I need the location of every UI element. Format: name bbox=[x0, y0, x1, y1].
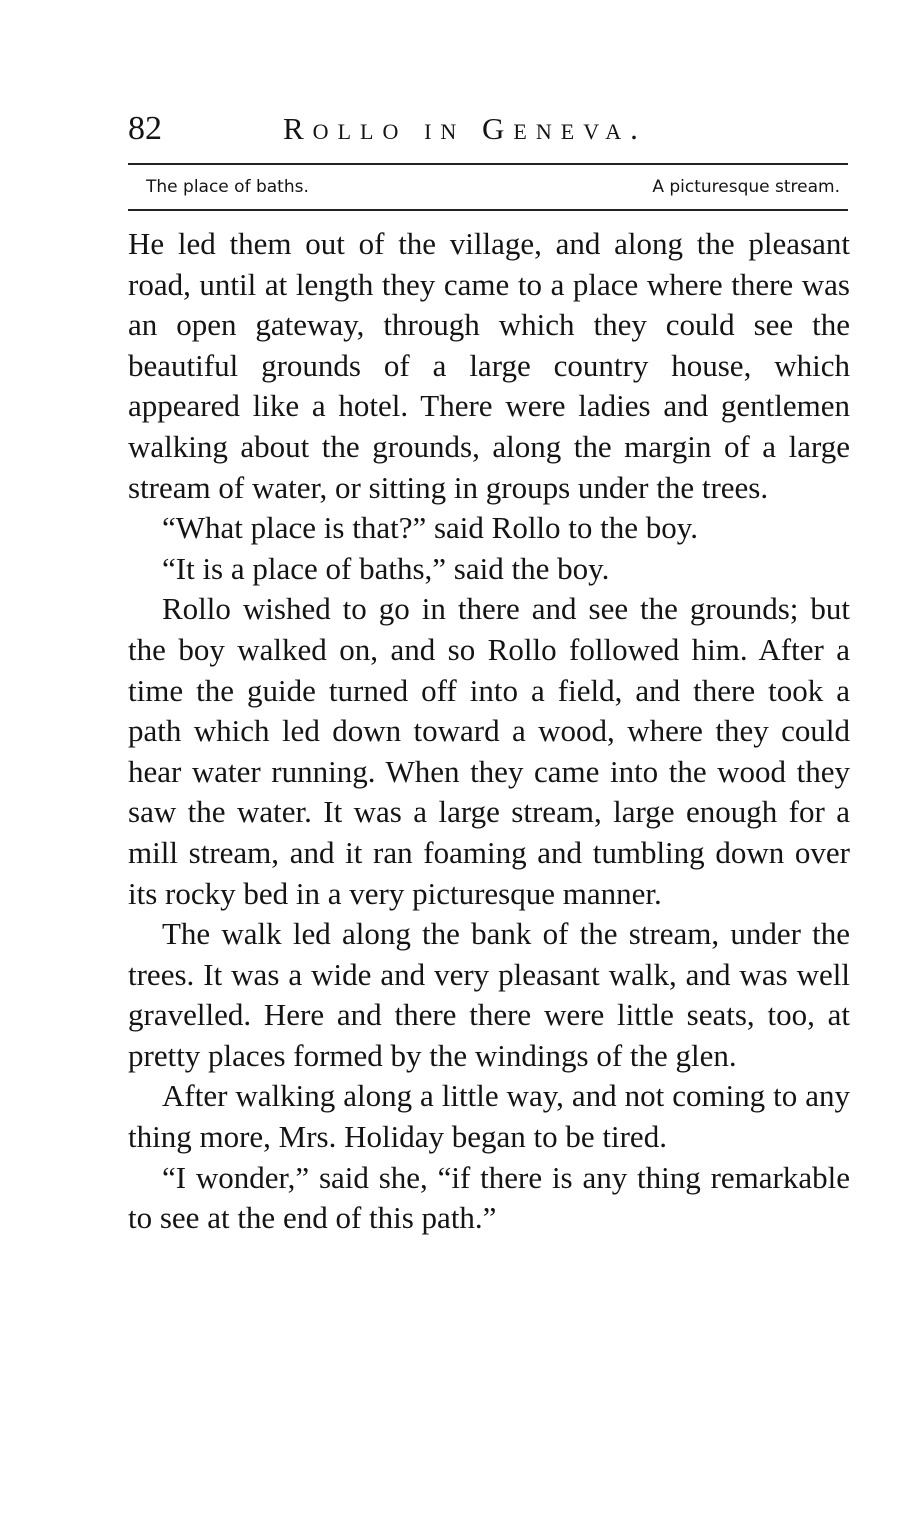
paragraph: “It is a place of baths,” said the boy. bbox=[162, 550, 610, 586]
paragraph: “What place is that?” said Rollo to the boy. bbox=[162, 510, 699, 546]
side-heading-left: The place of baths. bbox=[146, 177, 309, 197]
paragraph: He led them out of the village, and along the pleasant road, until at length they came to a place where there was an open gateway, through which they could see the beautiful grounds of a large country house, which appeared like a hotel. There were ladies and gentlemen walking about the grounds, along the margin of a large stream of water, or sitting in groups under the trees. bbox=[128, 226, 850, 505]
paragraph: After walking along a little way, and not coming to any thing more, Mrs. Holiday began to be tired. bbox=[128, 1078, 850, 1155]
side-heading-right: A picturesque stream. bbox=[652, 177, 840, 197]
header-rule-bottom bbox=[128, 209, 848, 211]
book-title: Rollo in Geneva. bbox=[283, 111, 647, 146]
page-number: 82 bbox=[128, 110, 162, 147]
side-headings bbox=[146, 171, 840, 203]
header-rule-top bbox=[128, 163, 848, 165]
running-head bbox=[128, 104, 848, 154]
paragraph: The walk led along the bank of the stream, under the trees. It was a wide and very pleasant walk, and was well gravelled. Here and there there were little seats, too, at pretty places formed by the windings of the glen. bbox=[128, 916, 850, 1073]
body-text bbox=[128, 224, 850, 1239]
paragraph: “I wonder,” said she, “if there is any thing remarkable to see at the end of this path.” bbox=[128, 1159, 850, 1236]
paragraph: Rollo wished to go in there and see the grounds; but the boy walked on, and so Rollo followed him. After a time the guide turned off into a field, and there took a path which led down toward a wood, where they could hear water running. When they came into the wood they saw the water. It was a large stream, large enough for a mill stream, and it ran foaming and tumbling down over its rocky bed in a very picturesque manner. bbox=[128, 591, 850, 911]
